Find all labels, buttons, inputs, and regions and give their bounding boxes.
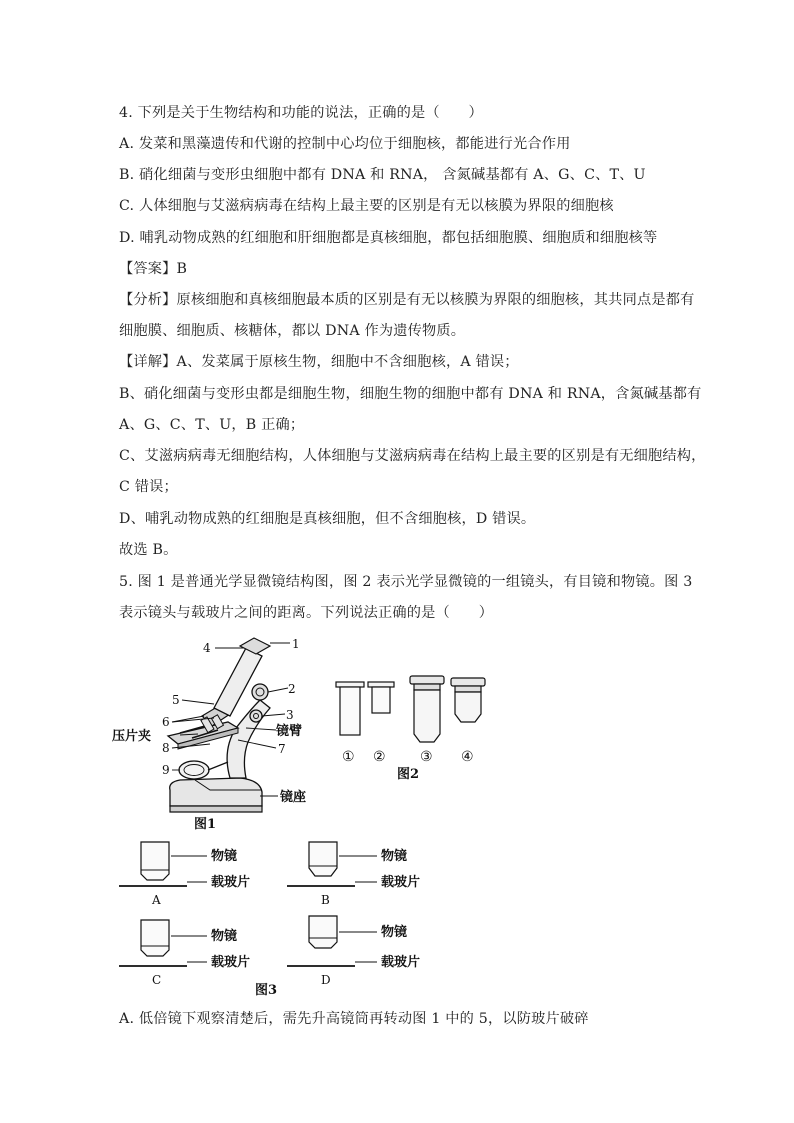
figure-1-microscope bbox=[110, 630, 330, 835]
fig3-panel-letter: A bbox=[152, 893, 161, 907]
fig2-lens-label: ① bbox=[342, 749, 355, 765]
q4-detail-line: B、硝化细菌与变形虫都是细胞生物，细胞生物的细胞中都有 DNA 和 RNA，含氮碱基都有 bbox=[119, 386, 702, 402]
q4-detail-line: C、艾滋病病毒无细胞结构，人体细胞与艾滋病病毒在结构上最主要的区别是有无细胞结构， bbox=[119, 448, 706, 464]
q4-detail-line: 【详解】A、发菜属于原核生物，细胞中不含细胞核，A 错误； bbox=[119, 354, 519, 370]
figure-2-lenses bbox=[330, 672, 500, 787]
fig3-label-objective: 物镜 bbox=[381, 849, 408, 864]
fig3-caption: 图3 bbox=[255, 983, 278, 998]
q5-option-a: A. 低倍镜下观察清楚后，需先升高镜筒再转动图 1 中的 5，以防玻片破碎 bbox=[119, 1011, 589, 1027]
fig3-panel-letter: B bbox=[321, 893, 330, 907]
fig2-caption: 图2 bbox=[397, 767, 420, 782]
fig3-label-objective: 物镜 bbox=[211, 849, 238, 864]
fig1-caption: 图1 bbox=[194, 817, 217, 832]
fig1-label-clip: 压片夹 bbox=[112, 729, 152, 744]
fig3-panel-letter: D bbox=[321, 973, 331, 987]
q4-option-d: D. 哺乳动物成熟的红细胞和肝细胞都是真核细胞，都包括细胞膜、细胞质和细胞核等 bbox=[119, 230, 658, 246]
q4-analysis-line: 【分析】原核细胞和真核细胞最本质的区别是有无以核膜为界限的细胞核，其共同点是都有 bbox=[119, 292, 695, 308]
fig1-number: 8 bbox=[162, 741, 170, 755]
q4-analysis-line: 细胞膜、细胞质、核糖体，都以 DNA 作为遗传物质。 bbox=[119, 323, 466, 339]
fig1-number: 2 bbox=[288, 682, 296, 696]
fig2-lens-label: ③ bbox=[420, 749, 433, 765]
q5-stem-line: 表示镜头与载玻片之间的距离。下列说法正确的是（ ） bbox=[119, 605, 494, 621]
fig3-label-objective: 物镜 bbox=[211, 929, 238, 944]
fig3-panel-c bbox=[119, 920, 207, 966]
fig3-panel-a bbox=[119, 842, 207, 886]
fig2-lens-label: ④ bbox=[461, 749, 474, 765]
figure-3-distances bbox=[115, 838, 421, 1000]
q4-stem: 4. 下列是关于生物结构和功能的说法，正确的是（ ） bbox=[119, 105, 483, 121]
q4-option-b: B. 硝化细菌与变形虫细胞中都有 DNA 和 RNA， 含氮碱基都有 A、G、C、T、U bbox=[119, 167, 646, 183]
fig3-label-slide: 载玻片 bbox=[211, 875, 251, 890]
q4-detail-line: A、G、C、T、U，B 正确； bbox=[119, 417, 305, 433]
fig3-panel-letter: C bbox=[152, 973, 162, 987]
q4-detail-line: D、哺乳动物成熟的红细胞是真核细胞，但不含细胞核，D 错误。 bbox=[119, 511, 536, 527]
q4-detail-line: 故选 B。 bbox=[119, 542, 178, 558]
fig1-number: 9 bbox=[162, 763, 170, 777]
fig1-label-base: 镜座 bbox=[280, 790, 307, 805]
fig2-lens-label: ② bbox=[373, 749, 386, 765]
q4-option-c: C. 人体细胞与艾滋病病毒在结构上最主要的区别是有无以核膜为界限的细胞核 bbox=[119, 198, 614, 214]
fig1-number: 7 bbox=[278, 742, 286, 756]
q5-stem-line: 5. 图 1 是普通光学显微镜结构图，图 2 表示光学显微镜的一组镜头，有目镜和物镜。图 3 bbox=[119, 574, 693, 590]
fig3-panel-b bbox=[287, 842, 377, 886]
fig3-panel-d bbox=[287, 916, 377, 966]
fig1-number: 3 bbox=[286, 708, 294, 722]
fig1-number: 1 bbox=[292, 637, 300, 651]
fig1-number: 5 bbox=[172, 693, 180, 707]
fig3-label-objective: 物镜 bbox=[381, 925, 408, 940]
fig1-label-arm: 镜臂 bbox=[276, 724, 303, 739]
fig3-label-slide: 载玻片 bbox=[381, 875, 421, 890]
fig1-number: 4 bbox=[203, 641, 211, 655]
fig3-label-slide: 载玻片 bbox=[381, 955, 421, 970]
fig3-label-slide: 载玻片 bbox=[211, 955, 251, 970]
q4-answer: 【答案】B bbox=[119, 261, 188, 277]
fig1-number: 6 bbox=[162, 715, 170, 729]
q4-option-a: A. 发菜和黑藻遗传和代谢的控制中心均位于细胞核，都能进行光合作用 bbox=[119, 136, 571, 152]
q4-detail-line: C 错误； bbox=[119, 479, 178, 495]
